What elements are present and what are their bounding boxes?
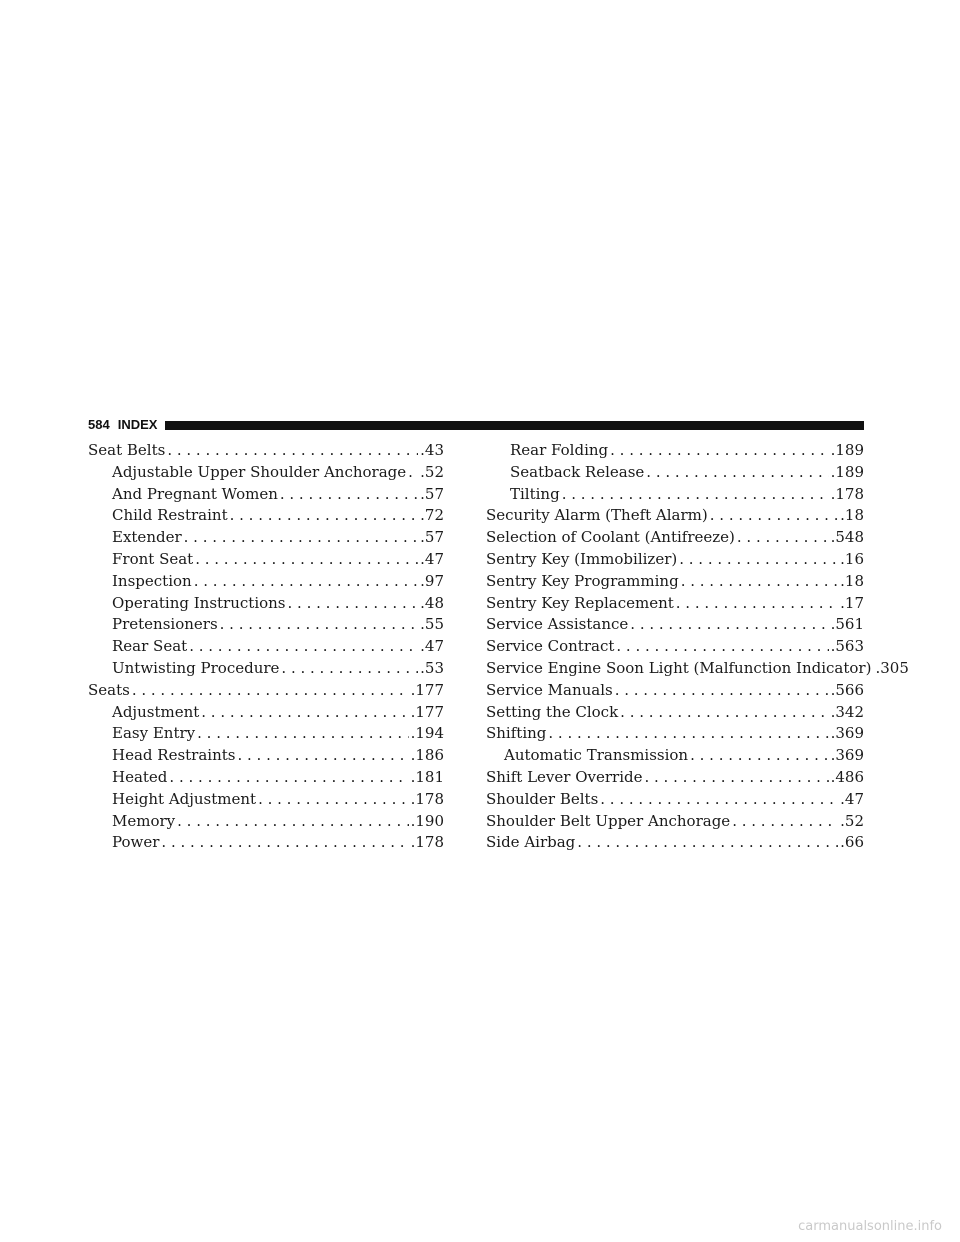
dot-leader xyxy=(681,571,838,593)
index-subentry xyxy=(88,484,444,506)
index-entry xyxy=(486,549,864,571)
entry-page-number: .16 xyxy=(840,549,864,568)
dot-leader xyxy=(194,571,418,593)
dot-leader xyxy=(630,614,828,636)
entry-page-number: .369 xyxy=(830,746,864,765)
entry-page-number: .189 xyxy=(830,441,864,459)
entry-label: Service Manuals xyxy=(486,680,613,699)
index-subentry xyxy=(88,658,444,680)
index-subentry xyxy=(88,527,444,549)
entry-label: Sentry Key Programming xyxy=(486,571,679,590)
entry-page-number: .486 xyxy=(830,767,864,786)
entry-page-number: .186 xyxy=(410,746,444,765)
entry-page-number: .177 xyxy=(410,702,444,721)
entry-page-number: .52 xyxy=(420,462,444,481)
header-rule xyxy=(165,421,864,430)
entry-page-number: .97 xyxy=(420,571,444,590)
dot-leader xyxy=(201,702,408,724)
dot-leader xyxy=(161,832,408,854)
entry-page-number: .342 xyxy=(830,702,864,721)
dot-leader xyxy=(732,811,838,833)
entry-label: Front Seat xyxy=(112,549,194,568)
dot-leader xyxy=(169,767,408,789)
index-subentry xyxy=(88,549,444,571)
index-entry xyxy=(486,571,864,593)
index-column-left xyxy=(88,440,444,854)
entry-label: Child Restraint xyxy=(112,506,228,525)
entry-label: Shoulder Belt Upper Anchorage xyxy=(486,811,731,830)
index-entry xyxy=(486,767,864,789)
entry-label: Seats xyxy=(88,680,130,699)
entry-page-number: .178 xyxy=(410,789,444,808)
index-entry xyxy=(486,505,864,527)
dot-leader xyxy=(710,505,838,527)
entry-label: Security Alarm (Theft Alarm) xyxy=(486,506,708,525)
entry-label: Adjustable Upper Shoulder Anchorage xyxy=(112,462,407,481)
index-entry xyxy=(486,658,909,680)
entry-label: Automatic Transmission xyxy=(504,746,689,765)
dot-leader xyxy=(132,680,409,702)
index-subentry xyxy=(88,593,444,615)
index-subentry xyxy=(88,832,444,854)
entry-page-number: .305 xyxy=(875,658,909,677)
entry-page-number: .178 xyxy=(410,833,444,852)
index-entry xyxy=(486,527,864,549)
index-subentry xyxy=(88,571,444,593)
index-entry xyxy=(486,702,864,724)
entry-label: Service Engine Soon Light (Malfunction Indicator) xyxy=(486,658,872,677)
dot-leader xyxy=(690,745,828,767)
entry-label: Tilting xyxy=(510,484,560,503)
index-subentry xyxy=(88,767,444,789)
dot-leader xyxy=(281,658,418,680)
dot-leader xyxy=(679,549,838,571)
entry-page-number: .47 xyxy=(840,789,864,808)
dot-leader xyxy=(615,680,829,702)
entry-label: Adjustment xyxy=(112,702,200,721)
entry-label: Operating Instructions xyxy=(112,593,286,612)
entry-page-number: .563 xyxy=(830,637,864,656)
entry-page-number: .566 xyxy=(830,680,864,699)
entry-page-number: .189 xyxy=(830,462,864,481)
entry-label: Seat Belts xyxy=(88,441,166,459)
entry-page-number: .177 xyxy=(410,680,444,699)
entry-label: Memory xyxy=(112,811,176,830)
index-subentry xyxy=(88,811,444,833)
entry-label: Shifting xyxy=(486,724,547,743)
entry-page-number: .181 xyxy=(410,767,444,786)
entry-page-number: .178 xyxy=(830,484,864,503)
dot-leader xyxy=(167,440,418,462)
index-entry xyxy=(486,636,864,658)
index-subentry xyxy=(88,505,444,527)
page-header xyxy=(88,416,864,434)
index-subentry xyxy=(486,484,864,506)
dot-leader xyxy=(230,505,419,527)
entry-label: Setting the Clock xyxy=(486,702,619,721)
entry-page-number: .194 xyxy=(410,724,444,743)
entry-label: Untwisting Procedure xyxy=(112,658,280,677)
dot-leader xyxy=(184,527,419,549)
entry-label: Heated xyxy=(112,767,168,786)
entry-page-number: .548 xyxy=(830,528,864,547)
dot-leader xyxy=(189,636,418,658)
entry-label: Sentry Key (Immobilizer) xyxy=(486,549,678,568)
entry-label: Rear Seat xyxy=(112,637,188,656)
dot-leader xyxy=(616,636,828,658)
dot-leader xyxy=(280,484,418,506)
entry-label: Inspection xyxy=(112,571,192,590)
entry-page-number: .55 xyxy=(420,615,444,634)
index-entry xyxy=(88,440,444,462)
dot-leader xyxy=(177,811,408,833)
entry-page-number: .47 xyxy=(420,549,444,568)
index-subentry xyxy=(88,636,444,658)
index-subentry xyxy=(88,745,444,767)
dot-leader xyxy=(577,832,838,854)
dot-leader xyxy=(646,462,828,484)
dot-leader xyxy=(548,723,828,745)
dot-leader xyxy=(737,527,829,549)
page-number: 584 xyxy=(88,417,110,432)
entry-label: Side Airbag xyxy=(486,833,576,852)
index-entry xyxy=(486,680,864,702)
dot-leader xyxy=(610,440,828,462)
watermark: carmanualsonline.info xyxy=(798,1219,942,1234)
entry-page-number: .561 xyxy=(830,615,864,634)
index-subentry xyxy=(88,614,444,636)
entry-page-number: .66 xyxy=(840,833,864,852)
entry-label: Extender xyxy=(112,528,182,547)
entry-label: Service Contract xyxy=(486,637,615,656)
index-subentry xyxy=(88,462,444,484)
entry-page-number: .57 xyxy=(420,528,444,547)
entry-label: Head Restraints xyxy=(112,746,236,765)
entry-page-number: .47 xyxy=(420,637,444,656)
dot-leader xyxy=(600,789,838,811)
entry-label: Seatback Release xyxy=(510,462,645,481)
dot-leader xyxy=(562,484,829,506)
index-subentry xyxy=(486,462,864,484)
dot-leader xyxy=(237,745,408,767)
index-subentry xyxy=(88,723,444,745)
index-entry xyxy=(486,811,864,833)
entry-label: Pretensioners xyxy=(112,615,218,634)
entry-label: Easy Entry xyxy=(112,724,196,743)
dot-leader xyxy=(288,593,419,615)
entry-label: Shoulder Belts xyxy=(486,789,599,808)
entry-page-number: .43 xyxy=(420,441,444,459)
entry-page-number: .53 xyxy=(420,658,444,677)
section-title: INDEX xyxy=(117,417,158,432)
entry-page-number: .72 xyxy=(420,506,444,525)
entry-label: And Pregnant Women xyxy=(112,484,278,503)
index-entry xyxy=(88,680,444,702)
index-entry xyxy=(486,832,864,854)
dot-leader xyxy=(258,789,409,811)
entry-page-number: .48 xyxy=(420,593,444,612)
entry-page-number: .18 xyxy=(840,571,864,590)
entry-page-number: .52 xyxy=(840,811,864,830)
entry-label: Sentry Key Replacement xyxy=(486,593,674,612)
entry-page-number: .57 xyxy=(420,484,444,503)
entry-label: Service Assistance xyxy=(486,615,629,634)
dot-leader xyxy=(408,462,418,484)
index-entry xyxy=(486,614,864,636)
entry-page-number: .17 xyxy=(840,593,864,612)
dot-leader xyxy=(676,593,838,615)
entry-label: Power xyxy=(112,833,160,852)
index-subentry xyxy=(88,702,444,724)
entry-label: Height Adjustment xyxy=(112,789,257,808)
dot-leader xyxy=(197,723,408,745)
index-entry xyxy=(486,593,864,615)
index-subentry xyxy=(486,745,864,767)
entry-page-number: .190 xyxy=(410,811,444,830)
index-column-right xyxy=(486,440,909,854)
entry-page-number: .369 xyxy=(830,724,864,743)
index-subentry xyxy=(486,440,864,462)
index-entry xyxy=(486,723,864,745)
entry-label: Rear Folding xyxy=(510,441,609,459)
dot-leader xyxy=(644,767,828,789)
index-subentry xyxy=(88,789,444,811)
dot-leader xyxy=(220,614,419,636)
dot-leader xyxy=(620,702,828,724)
index-entry xyxy=(486,789,864,811)
entry-label: Selection of Coolant (Antifreeze) xyxy=(486,528,735,547)
entry-label: Shift Lever Override xyxy=(486,767,643,786)
dot-leader xyxy=(195,549,418,571)
entry-page-number: .18 xyxy=(840,506,864,525)
